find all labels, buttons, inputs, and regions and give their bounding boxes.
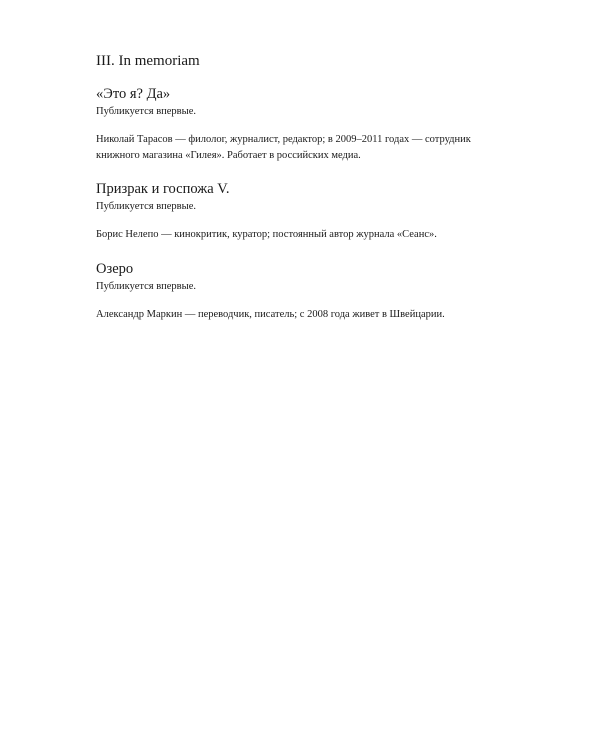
document-page [96,52,516,339]
author-bio-line: Александр Маркин — переводчик, писатель; с 2008 года живет в Швейцарии. [96,308,445,320]
entry-ozero [96,260,516,323]
entry-title: «Это я? Да» [96,86,171,102]
author-bio [96,307,516,323]
entry-eto-ya-da [96,85,516,163]
publication-note: Публикуется впервые. [96,280,196,292]
entry-title: Озеро [96,260,134,277]
entry-title: Призрак и госпожа V. [96,181,230,197]
publication-note: Публикуется впервые. [96,201,196,212]
section-title: III. In memoriam [96,53,200,69]
author-bio-line: Борис Нелепо — кинокритик, куратор; постоянный автор журнала «Сеанс». [96,229,437,240]
entry-prizrak [96,180,516,243]
author-bio-line: Николай Тарасов — филолог, журналист, редактор; в 2009–2011 годах — сотрудник [96,134,471,145]
publication-note: Публикуется впервые. [96,106,196,117]
author-bio-line: книжного магазина «Гилея». Работает в российских медиа. [96,149,361,161]
author-bio [96,227,516,243]
author-bio [96,132,516,163]
